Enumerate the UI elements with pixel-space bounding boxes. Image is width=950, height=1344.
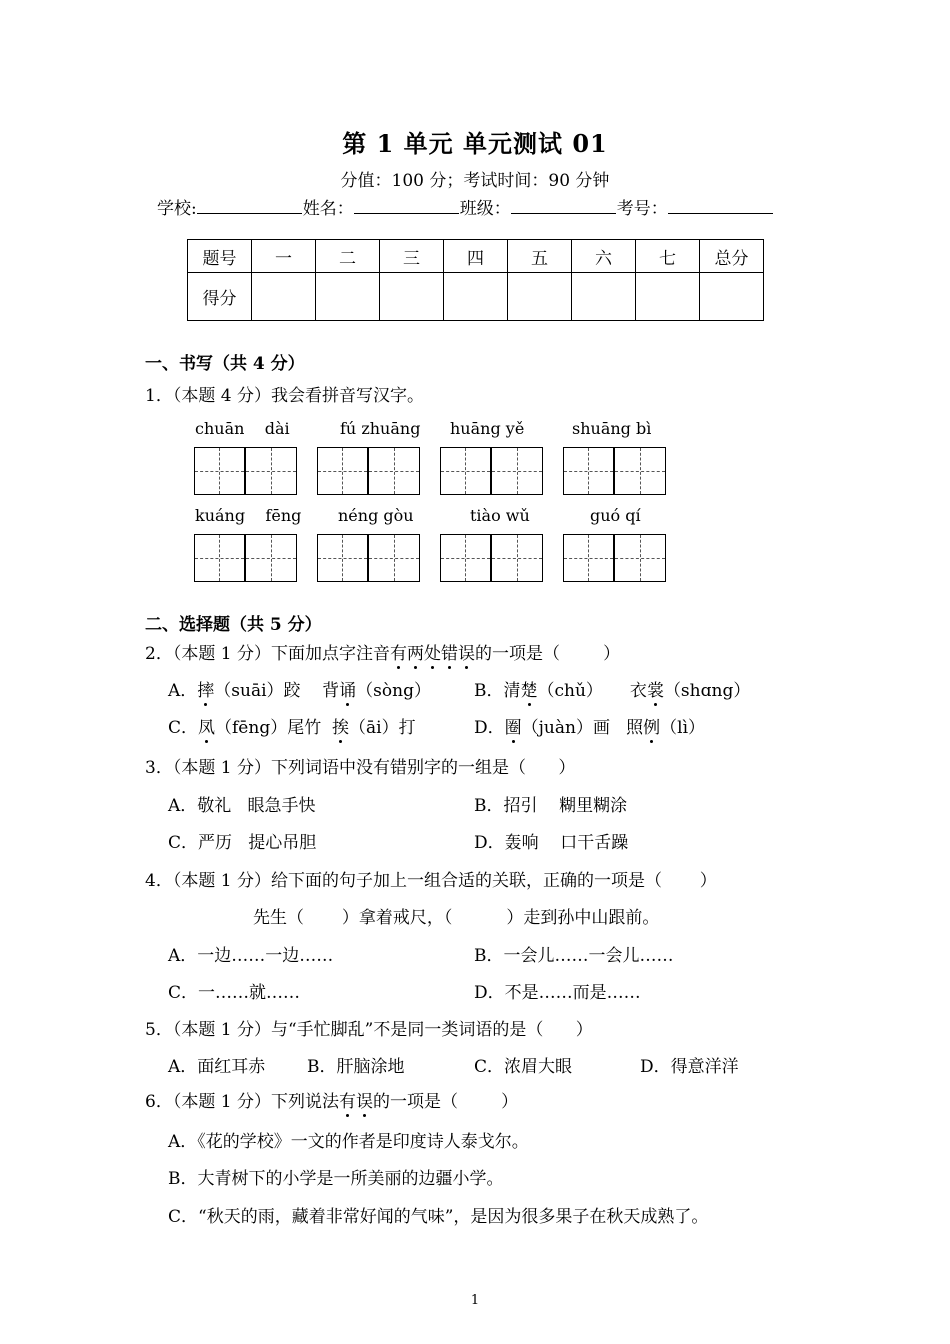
emphasis-char: 有 [390, 639, 407, 664]
score-header-cell: 六 [572, 240, 636, 273]
school-blank[interactable] [197, 197, 302, 214]
score-cell[interactable] [572, 273, 636, 321]
emphasis-char: 两 [407, 639, 424, 664]
page-title: 第 1 单元 单元测试 01 [342, 129, 608, 158]
score-cell[interactable] [508, 273, 572, 321]
score-header-cell: 四 [444, 240, 508, 273]
option-label: B．清 [474, 681, 521, 701]
score-header-cell: 五 [508, 240, 572, 273]
option-text: （fēng）尾竹 [215, 718, 333, 738]
question-4-sentence: 先生（ ）拿着戒尺，（ ）走到孙中山跟前。 [253, 908, 660, 928]
emphasis-char: 凤 [198, 713, 215, 738]
question-text: 2．（本题 1 分）下面加点字注音 [145, 644, 390, 664]
question-2 [145, 639, 620, 664]
section2-title: 二、选择题（共 5 分） [145, 615, 322, 635]
emphasis-char: 楚 [521, 676, 538, 701]
student-info-line [157, 194, 774, 219]
name-label: 姓名： [302, 199, 354, 219]
question-text: 6．（本题 1 分）下列说法 [145, 1092, 339, 1112]
emphasis-char: 诵 [339, 676, 356, 701]
pinyin-label: guó qí [590, 506, 641, 525]
writing-grid[interactable] [563, 534, 666, 582]
option-6b[interactable]: B．大青树下的小学是一所美丽的边疆小学。 [168, 1169, 504, 1189]
emphasis-char: 处 [424, 639, 441, 664]
pinyin-label: kuáng fēng [195, 506, 302, 525]
question-5: 5．（本题 1 分）与“手忙脚乱”不是同一类词语的是（ ） [145, 1020, 593, 1040]
pinyin-label: chuān dài [195, 419, 290, 438]
emphasis-char: 圈 [505, 713, 522, 738]
name-blank[interactable] [354, 197, 459, 214]
writing-grid[interactable] [563, 447, 666, 495]
score-cell[interactable] [444, 273, 508, 321]
question-6 [145, 1087, 518, 1112]
class-label: 班级： [459, 199, 511, 219]
emphasis-char: 裳 [647, 676, 664, 701]
page-number: 1 [470, 1293, 480, 1308]
option-4d[interactable]: D．不是……而是…… [474, 983, 641, 1003]
pinyin-label: fú zhuāng [340, 419, 421, 438]
score-header-cell: 七 [636, 240, 700, 273]
writing-grid[interactable] [194, 534, 297, 582]
score-header-cell: 总分 [700, 240, 764, 273]
option-label: A． [168, 681, 198, 701]
pinyin-label: shuāng bì [572, 419, 652, 438]
option-6a[interactable]: A．《花的学校》一文的作者是印度诗人泰戈尔。 [168, 1132, 529, 1152]
score-header-cell: 三 [380, 240, 444, 273]
emphasis-char: 误 [356, 1087, 373, 1112]
option-text: （āi）打 [349, 718, 416, 738]
writing-grid[interactable] [440, 534, 543, 582]
option-text: （sòng） [356, 681, 431, 701]
score-table-score-row [188, 273, 764, 321]
question-3: 3．（本题 1 分）下列词语中没有错别字的一组是（ ） [145, 758, 576, 778]
emphasis-char: 例 [643, 713, 660, 738]
score-row-label: 得分 [188, 273, 252, 321]
question-text: 的一项是（ ） [372, 1092, 519, 1112]
question-1: 1．（本题 4 分）我会看拼音写汉字。 [145, 386, 424, 406]
writing-grid[interactable] [440, 447, 543, 495]
score-header-cell: 二 [316, 240, 380, 273]
option-2c[interactable] [168, 713, 416, 738]
option-5d[interactable]: D．得意洋洋 [640, 1057, 739, 1077]
number-blank[interactable] [668, 197, 773, 214]
option-3b[interactable]: B．招引 糊里糊涂 [474, 796, 628, 816]
option-3a[interactable]: A．敬礼 眼急手快 [168, 796, 316, 816]
section1-title: 一、书写（共 4 分） [145, 354, 305, 374]
option-text: （chǔ） 衣 [537, 681, 647, 701]
emphasis-char: 挨 [332, 713, 349, 738]
option-5c[interactable]: C．浓眉大眼 [474, 1057, 573, 1077]
option-4a[interactable]: A．一边……一边…… [168, 946, 334, 966]
option-text: （juàn）画 照 [521, 718, 644, 738]
option-text: （suāi）跤 背 [214, 681, 340, 701]
score-table [187, 239, 764, 321]
option-5a[interactable]: A．面红耳赤 [168, 1057, 266, 1077]
pinyin-label: huāng yě [450, 419, 525, 438]
writing-grid[interactable] [317, 534, 420, 582]
option-6c[interactable]: C．“秋天的雨，藏着非常好闻的气味”，是因为很多果子在秋天成熟了。 [168, 1207, 709, 1227]
option-2a[interactable] [168, 676, 431, 701]
pinyin-label: néng gòu [338, 506, 414, 525]
number-label: 考号： [616, 199, 668, 219]
option-5b[interactable]: B．肝脑涂地 [307, 1057, 405, 1077]
writing-grid[interactable] [317, 447, 420, 495]
option-text: （lì） [660, 718, 706, 738]
emphasis-char: 错 [441, 639, 458, 664]
emphasis-char: 误 [458, 639, 475, 664]
exam-subtitle: 分值：100 分；考试时间：90 分钟 [340, 171, 610, 191]
option-label: D． [474, 718, 505, 738]
pinyin-label: tiào wǔ [470, 506, 530, 525]
option-2d[interactable] [474, 713, 705, 738]
option-2b[interactable] [474, 676, 750, 701]
score-cell[interactable] [252, 273, 316, 321]
emphasis-char: 摔 [197, 676, 214, 701]
writing-grid[interactable] [194, 447, 297, 495]
score-cell[interactable] [636, 273, 700, 321]
option-label: C． [168, 718, 199, 738]
option-4b[interactable]: B．一会儿……一会儿…… [474, 946, 674, 966]
score-table-header-row [188, 240, 764, 273]
question-text: 的一项是（ ） [474, 644, 621, 664]
score-header-cell: 一 [252, 240, 316, 273]
class-blank[interactable] [511, 197, 616, 214]
score-cell[interactable] [380, 273, 444, 321]
option-3d[interactable]: D．轰响 口干舌躁 [474, 833, 629, 853]
score-header-cell: 题号 [188, 240, 252, 273]
emphasis-char: 有 [339, 1087, 356, 1112]
option-4c[interactable]: C．一……就…… [168, 983, 301, 1003]
score-cell[interactable] [316, 273, 380, 321]
option-3c[interactable]: C．严历 提心吊胆 [168, 833, 317, 853]
question-4: 4．（本题 1 分）给下面的句子加上一组合适的关联，正确的一项是（ ） [145, 871, 717, 891]
option-text: （shɑng） [663, 681, 751, 701]
score-cell[interactable] [700, 273, 764, 321]
school-label: 学校: [157, 199, 197, 219]
